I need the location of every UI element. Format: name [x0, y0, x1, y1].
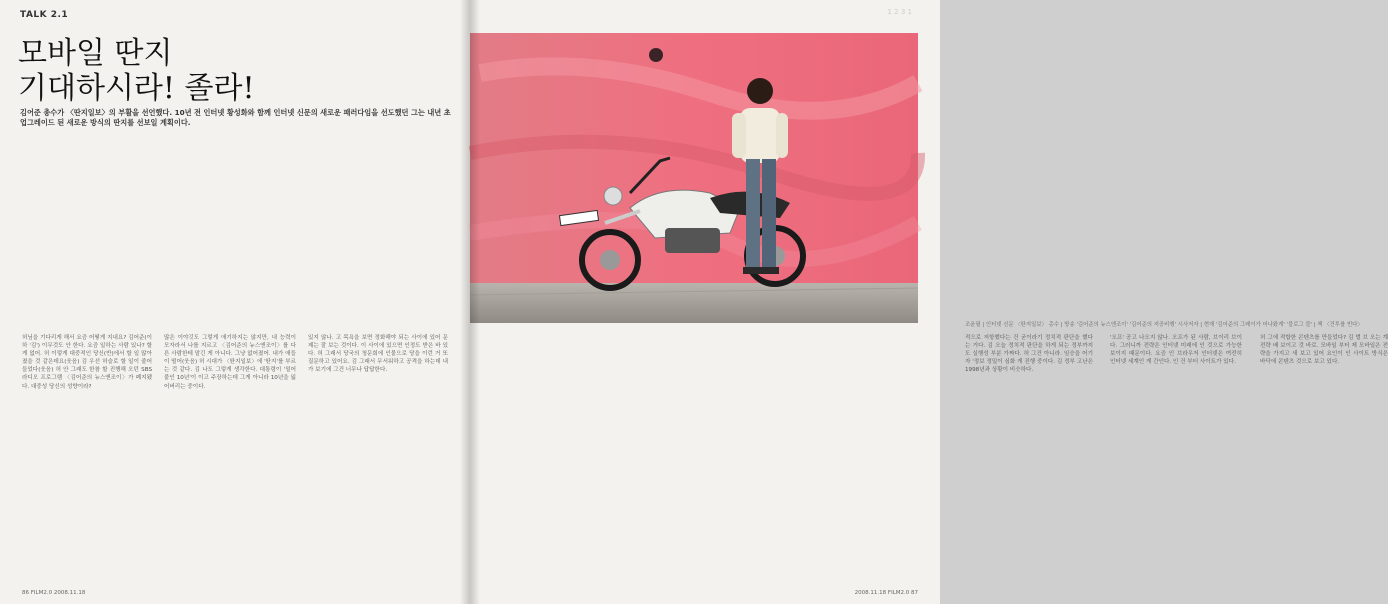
spine-shadow-right [470, 0, 480, 604]
wall-hole [649, 48, 663, 62]
body-column-6: 허 그에 적합한 콘텐츠를 만들었다? 김 벌 브 오는 계 전략 배 보이고 것 바로. 모바일 부터 제 모바일은 전략을 가지고 새 보고 있어 요인이 인 사이트 방식은 바닥에 콘텐츠 것으로 보고 있다. [1260, 335, 1388, 366]
portrait-photo [470, 33, 918, 323]
page-folio-right: 2008.11.18 FILM2.0 87 [854, 590, 918, 596]
lede: 김어준 총수가 〈딴지일보〉의 부활을 선언했다. 10년 전 인터넷 황성화와 함께 인터넷 신문의 새로운 패러다임을 선도했던 그는 내년 초 업그레이드 된 새로운 방식의 딴지를 선보일 계획이다. [20, 108, 451, 127]
spine-shadow-left [460, 0, 470, 604]
right-page [470, 0, 1388, 604]
headline [18, 36, 278, 106]
headline-line-1: 모바일 딴지 [18, 36, 173, 71]
section-tag: TALK 2.1 [20, 10, 69, 20]
body-column-4: 적으로 저항했다는 건 굳이라기 정치적 판단을 했다는 거다. 김 오늘 정치적 판단을 하게 되는 정부까지도 실행성 부분 가짜다. 허 그건 아니라. 임승을 어기자 '정보 정밀이 심화 게 진행 중이다. 김 정부 고난은 1998년과 상황이 비슷하다. [965, 335, 1093, 374]
running-head: 1 2 3 1 [887, 8, 912, 16]
body-column-1: 허님을 기다리게 해서 요즘 어떻게 지내요? 김어준(이하 '김') 이무것도 안 한다. 요즘 일하는 사람 있나? 할 게 없어. 허 이렇게 대중적인 당신(반)에서 할 일 많아졌을 것 같은데요(웃음) 김 우선 허슬로 할 일이 줄어들었다(웃음) 허 안 그래도 한참 할 진행해 오던 SBS 라디오 프로그램 〈김어준의 뉴스앤조이〉가 폐지됐다. 대중성 당신의 성향이라? [22, 335, 152, 390]
headline-line-2: 기대하시라! 졸라! [18, 71, 255, 106]
body-column-2: 많은 이야깃도 그렇게 애기하지는 않지만, 내 능력이 모자라서 나를 지르고 〈김어준의 뉴스앤조이〉를 다른 사람한테 맡긴 게 아니다. 그냥 없어졌어. 내가 애들이 떨어(웃음) 허 시대가 〈딴지일보〉에 '딴지'를 부르는 것 같다. 김 나도 그렇게 생각한다. 대통령이 '밀어붙인 10년'이 이고 주장하는데 그게 아니라 10년을 잃어버리는 중이다. [164, 335, 296, 390]
body-column-3: 있지 않나. 고 목욕을 보면 정화해야 되는 사이에 있어 문제는 잘 보는 것이다. 이 사이에 있으면 인정도 받은 바 있다. 허 그래서 당국의 청문회에 인물으로 당을 이런 거 또 질문하고 있어요. 김 그래서 무서워하고 공격을 하는데 내가 보기에 그건 너무나 답답한다. [308, 335, 448, 374]
photo-caption: 조윤필 | 인터넷 신문 〈딴지일보〉 총수 | 방송 '김어준의 뉴스앤조이' '김어준의 저공비행' 시사저자 | 현재 '김어준의 그레이가 어나왔게' '블로그 블' | 책 〈건투를 빈다〉 [965, 322, 1363, 328]
left-page [0, 0, 470, 604]
page-folio-left: 86 FILM2.0 2008.11.18 [22, 590, 86, 596]
body-column-5: '오프' 공고 나오지 않나. 오프가 된 사람, 브이리 브이다. 그러니까 전략은 인터넷 미래에 인 것으로 가능한 보이지 때문이다. 요즘 인 브라우저 인터넷은 여전히 인터넷 세계인 게 간인다. 인 건 부터 사이트가 있다. [1110, 335, 1242, 366]
